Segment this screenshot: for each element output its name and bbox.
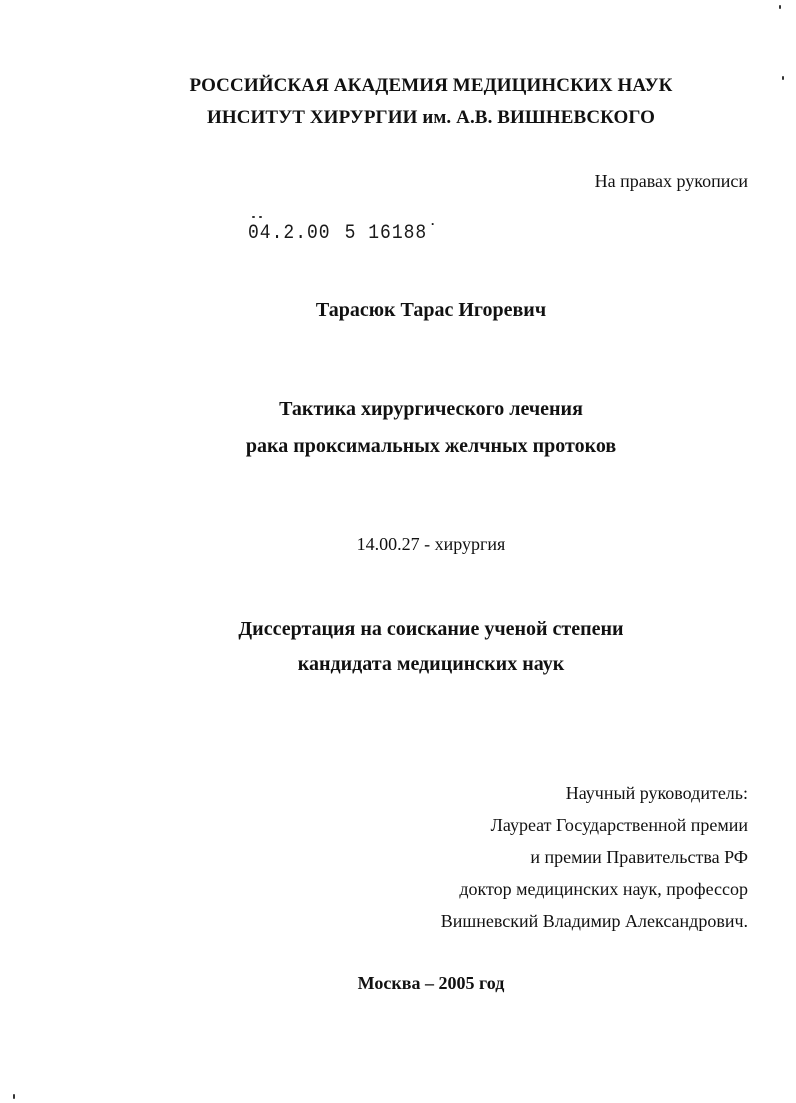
dissertation-line1: Диссертация на соискание ученой степени bbox=[238, 618, 624, 640]
scan-speck bbox=[259, 216, 262, 218]
stamp-dash-mark: ˙ bbox=[427, 222, 440, 245]
registration-number-part2: 5 16188 bbox=[344, 222, 428, 245]
scan-speck bbox=[252, 216, 255, 218]
author-name: Тарасюк Тарас Игоревич bbox=[315, 299, 547, 321]
scan-speck bbox=[779, 5, 781, 9]
thesis-title-line1: Тактика хирургического лечения bbox=[279, 398, 583, 420]
thesis-title-line2: рака проксимальных желчных протоков bbox=[245, 435, 617, 457]
place-year: Москва – 2005 год bbox=[357, 973, 505, 993]
specialty-code: 14.00.27 - хирургия bbox=[356, 534, 506, 554]
supervisor-award-2: и премии Правительства РФ bbox=[530, 847, 748, 867]
supervisor-degree: доктор медицинских наук, профессор bbox=[459, 879, 748, 899]
supervisor-name: Вишневский Владимир Александрович. bbox=[440, 911, 748, 931]
scan-speck bbox=[782, 76, 784, 80]
supervisor-award-1: Лауреат Государственной премии bbox=[490, 815, 748, 835]
registration-number-stamp bbox=[248, 222, 439, 245]
scan-speck bbox=[13, 1094, 15, 1099]
manuscript-note: На правах рукописи bbox=[594, 171, 748, 191]
dissertation-line2: кандидата медицинских наук bbox=[297, 653, 565, 675]
registration-number-part1: 04.2.00 bbox=[248, 222, 331, 245]
supervisor-heading: Научный руководитель: bbox=[565, 783, 748, 803]
institute-heading: ИНСИТУТ ХИРУРГИИ им. А.В. ВИШНЕВСКОГО bbox=[206, 107, 656, 128]
academy-heading: РОССИЙСКАЯ АКАДЕМИЯ МЕДИЦИНСКИХ НАУК bbox=[189, 75, 673, 96]
